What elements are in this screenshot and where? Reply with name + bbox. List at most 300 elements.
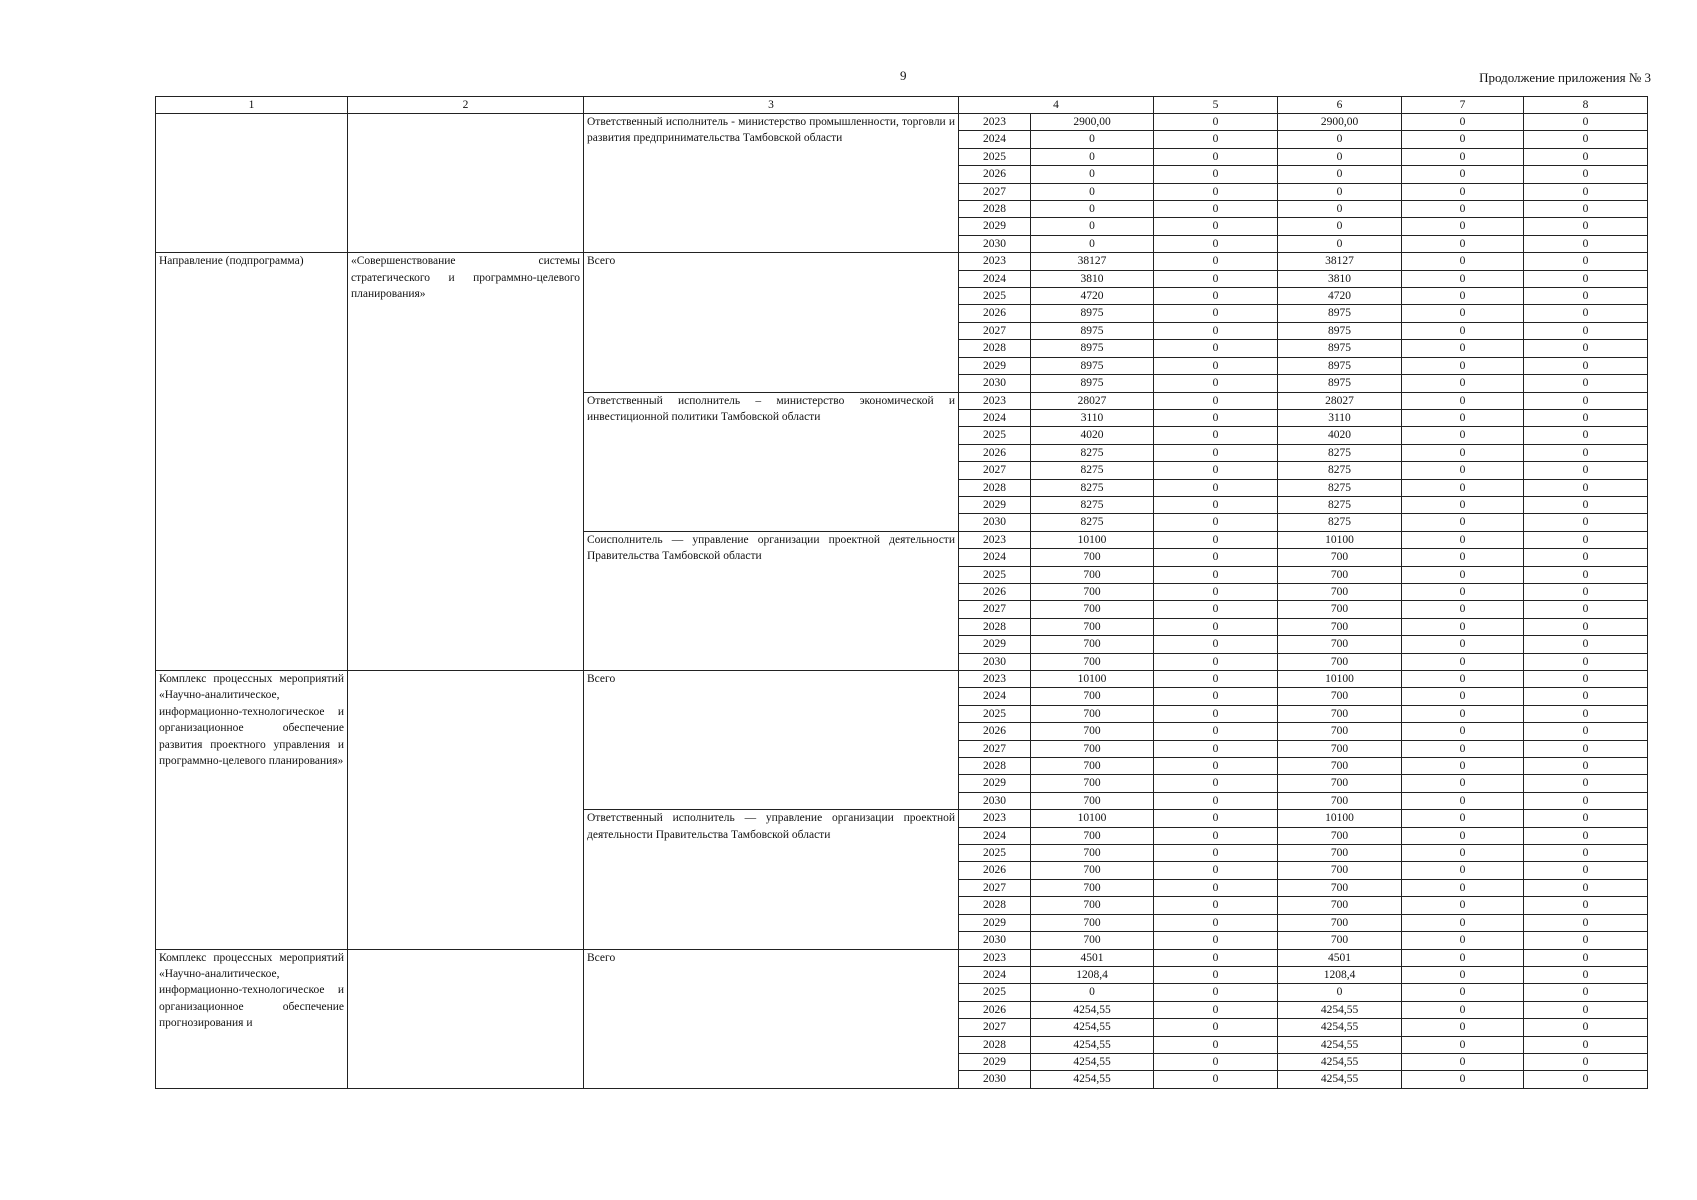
amount-cell: 8275: [1031, 479, 1154, 496]
amount-cell: 700: [1031, 583, 1154, 600]
year-cell: 2030: [959, 653, 1031, 670]
federal-cell: 0: [1154, 705, 1278, 722]
federal-cell: 0: [1154, 897, 1278, 914]
other-cell: 0: [1524, 166, 1648, 183]
other-cell: 0: [1524, 740, 1648, 757]
regional-cell: 700: [1278, 740, 1402, 757]
federal-cell: 0: [1154, 879, 1278, 896]
regional-cell: 700: [1278, 914, 1402, 931]
table-row: [156, 949, 1648, 966]
other-cell: 0: [1524, 984, 1648, 1001]
regional-cell: 700: [1278, 897, 1402, 914]
amount-cell: 700: [1031, 549, 1154, 566]
other-cell: 0: [1524, 653, 1648, 670]
other-cell: 0: [1524, 1036, 1648, 1053]
amount-cell: 4254,55: [1031, 1071, 1154, 1088]
element-name-cell: [348, 114, 584, 253]
local-cell: 0: [1402, 566, 1524, 583]
local-cell: 0: [1402, 671, 1524, 688]
regional-cell: 8275: [1278, 479, 1402, 496]
local-cell: 0: [1402, 653, 1524, 670]
year-cell: 2024: [959, 688, 1031, 705]
amount-cell: 8275: [1031, 462, 1154, 479]
year-cell: 2027: [959, 879, 1031, 896]
local-cell: 0: [1402, 1001, 1524, 1018]
local-cell: 0: [1402, 949, 1524, 966]
other-cell: 0: [1524, 427, 1648, 444]
local-cell: 0: [1402, 897, 1524, 914]
other-cell: 0: [1524, 1071, 1648, 1088]
federal-cell: 0: [1154, 949, 1278, 966]
other-cell: 0: [1524, 949, 1648, 966]
year-cell: 2029: [959, 636, 1031, 653]
federal-cell: 0: [1154, 218, 1278, 235]
year-cell: 2027: [959, 601, 1031, 618]
year-cell: 2029: [959, 1053, 1031, 1070]
executor-cell: Всего: [584, 949, 959, 1088]
year-cell: 2026: [959, 862, 1031, 879]
page-number: 9: [900, 68, 907, 83]
year-cell: 2027: [959, 183, 1031, 200]
regional-cell: 8275: [1278, 444, 1402, 461]
amount-cell: 8975: [1031, 375, 1154, 392]
year-cell: 2024: [959, 270, 1031, 287]
year-cell: 2026: [959, 723, 1031, 740]
other-cell: 0: [1524, 636, 1648, 653]
federal-cell: 0: [1154, 1001, 1278, 1018]
regional-cell: 8975: [1278, 375, 1402, 392]
federal-cell: 0: [1154, 496, 1278, 513]
amount-cell: 700: [1031, 862, 1154, 879]
local-cell: 0: [1402, 1053, 1524, 1070]
year-cell: 2027: [959, 1019, 1031, 1036]
regional-cell: 700: [1278, 723, 1402, 740]
regional-cell: 0: [1278, 148, 1402, 165]
other-cell: 0: [1524, 845, 1648, 862]
local-cell: 0: [1402, 1036, 1524, 1053]
other-cell: 0: [1524, 723, 1648, 740]
element-name-cell: [348, 949, 584, 1088]
year-cell: 2028: [959, 1036, 1031, 1053]
year-cell: 2024: [959, 409, 1031, 426]
year-cell: 2025: [959, 288, 1031, 305]
regional-cell: 700: [1278, 827, 1402, 844]
other-cell: 0: [1524, 583, 1648, 600]
other-cell: 0: [1524, 462, 1648, 479]
regional-cell: 700: [1278, 932, 1402, 949]
federal-cell: 0: [1154, 114, 1278, 131]
regional-cell: 700: [1278, 792, 1402, 809]
year-cell: 2029: [959, 914, 1031, 931]
regional-cell: 4254,55: [1278, 1001, 1402, 1018]
column-header: 5: [1154, 97, 1278, 114]
other-cell: 0: [1524, 444, 1648, 461]
amount-cell: 700: [1031, 740, 1154, 757]
executor-cell: Соисполнитель — управление организации проектной деятельности Правительства Тамбовской области: [584, 531, 959, 670]
amount-cell: 8275: [1031, 444, 1154, 461]
federal-cell: 0: [1154, 618, 1278, 635]
column-header: 3: [584, 97, 959, 114]
table-row: [156, 253, 1648, 270]
regional-cell: 4254,55: [1278, 1053, 1402, 1070]
year-cell: 2024: [959, 966, 1031, 983]
other-cell: 0: [1524, 914, 1648, 931]
regional-cell: 700: [1278, 758, 1402, 775]
budget-table: [155, 96, 1648, 1089]
federal-cell: 0: [1154, 740, 1278, 757]
executor-cell: Ответственный исполнитель - министерство промышленности, торговли и развития предпринимательства Тамбовской области: [584, 114, 959, 253]
federal-cell: 0: [1154, 810, 1278, 827]
federal-cell: 0: [1154, 653, 1278, 670]
other-cell: 0: [1524, 862, 1648, 879]
amount-cell: 2900,00: [1031, 114, 1154, 131]
regional-cell: 700: [1278, 705, 1402, 722]
federal-cell: 0: [1154, 1036, 1278, 1053]
federal-cell: 0: [1154, 201, 1278, 218]
local-cell: 0: [1402, 636, 1524, 653]
local-cell: 0: [1402, 705, 1524, 722]
year-cell: 2026: [959, 1001, 1031, 1018]
year-cell: 2023: [959, 810, 1031, 827]
year-cell: 2028: [959, 618, 1031, 635]
amount-cell: 700: [1031, 723, 1154, 740]
other-cell: 0: [1524, 392, 1648, 409]
regional-cell: 0: [1278, 201, 1402, 218]
local-cell: 0: [1402, 148, 1524, 165]
amount-cell: 0: [1031, 984, 1154, 1001]
other-cell: 0: [1524, 688, 1648, 705]
local-cell: 0: [1402, 357, 1524, 374]
local-cell: 0: [1402, 270, 1524, 287]
column-header: 6: [1278, 97, 1402, 114]
other-cell: 0: [1524, 758, 1648, 775]
local-cell: 0: [1402, 531, 1524, 548]
federal-cell: 0: [1154, 531, 1278, 548]
local-cell: 0: [1402, 618, 1524, 635]
federal-cell: 0: [1154, 305, 1278, 322]
other-cell: 0: [1524, 201, 1648, 218]
amount-cell: 0: [1031, 131, 1154, 148]
other-cell: 0: [1524, 932, 1648, 949]
year-cell: 2026: [959, 583, 1031, 600]
federal-cell: 0: [1154, 549, 1278, 566]
year-cell: 2030: [959, 1071, 1031, 1088]
regional-cell: 28027: [1278, 392, 1402, 409]
federal-cell: 0: [1154, 427, 1278, 444]
other-cell: 0: [1524, 1001, 1648, 1018]
local-cell: 0: [1402, 914, 1524, 931]
year-cell: 2023: [959, 949, 1031, 966]
regional-cell: 700: [1278, 583, 1402, 600]
executor-cell: Всего: [584, 253, 959, 392]
federal-cell: 0: [1154, 514, 1278, 531]
year-cell: 2023: [959, 531, 1031, 548]
local-cell: 0: [1402, 932, 1524, 949]
local-cell: 0: [1402, 758, 1524, 775]
federal-cell: 0: [1154, 183, 1278, 200]
regional-cell: 8975: [1278, 322, 1402, 339]
amount-cell: 4254,55: [1031, 1001, 1154, 1018]
appendix-continuation-label: Продолжение приложения № 3: [1479, 70, 1651, 85]
regional-cell: 4254,55: [1278, 1019, 1402, 1036]
local-cell: 0: [1402, 966, 1524, 983]
year-cell: 2028: [959, 479, 1031, 496]
other-cell: 0: [1524, 479, 1648, 496]
other-cell: 0: [1524, 253, 1648, 270]
year-cell: 2023: [959, 392, 1031, 409]
federal-cell: 0: [1154, 375, 1278, 392]
other-cell: 0: [1524, 1053, 1648, 1070]
column-header: 2: [348, 97, 584, 114]
local-cell: 0: [1402, 583, 1524, 600]
other-cell: 0: [1524, 131, 1648, 148]
regional-cell: 8275: [1278, 514, 1402, 531]
other-cell: 0: [1524, 792, 1648, 809]
column-header: 7: [1402, 97, 1524, 114]
amount-cell: 700: [1031, 758, 1154, 775]
amount-cell: 3110: [1031, 409, 1154, 426]
federal-cell: 0: [1154, 235, 1278, 252]
other-cell: 0: [1524, 288, 1648, 305]
federal-cell: 0: [1154, 479, 1278, 496]
local-cell: 0: [1402, 827, 1524, 844]
table-row: [156, 114, 1648, 131]
federal-cell: 0: [1154, 1071, 1278, 1088]
federal-cell: 0: [1154, 462, 1278, 479]
local-cell: 0: [1402, 444, 1524, 461]
regional-cell: 0: [1278, 235, 1402, 252]
federal-cell: 0: [1154, 671, 1278, 688]
amount-cell: 0: [1031, 166, 1154, 183]
amount-cell: 0: [1031, 183, 1154, 200]
amount-cell: 700: [1031, 792, 1154, 809]
amount-cell: 700: [1031, 914, 1154, 931]
local-cell: 0: [1402, 514, 1524, 531]
amount-cell: 4254,55: [1031, 1019, 1154, 1036]
federal-cell: 0: [1154, 914, 1278, 931]
column-header: 4: [959, 97, 1154, 114]
federal-cell: 0: [1154, 688, 1278, 705]
amount-cell: 700: [1031, 636, 1154, 653]
local-cell: 0: [1402, 879, 1524, 896]
other-cell: 0: [1524, 322, 1648, 339]
column-header: 8: [1524, 97, 1648, 114]
regional-cell: 10100: [1278, 671, 1402, 688]
amount-cell: 700: [1031, 566, 1154, 583]
regional-cell: 4720: [1278, 288, 1402, 305]
amount-cell: 4254,55: [1031, 1036, 1154, 1053]
amount-cell: 700: [1031, 845, 1154, 862]
other-cell: 0: [1524, 114, 1648, 131]
year-cell: 2023: [959, 114, 1031, 131]
regional-cell: 0: [1278, 131, 1402, 148]
regional-cell: 700: [1278, 862, 1402, 879]
program-element-cell: Направление (подпрограмма): [156, 253, 348, 671]
regional-cell: 700: [1278, 688, 1402, 705]
local-cell: 0: [1402, 427, 1524, 444]
local-cell: 0: [1402, 1019, 1524, 1036]
regional-cell: 700: [1278, 636, 1402, 653]
amount-cell: 8975: [1031, 357, 1154, 374]
federal-cell: 0: [1154, 984, 1278, 1001]
year-cell: 2028: [959, 340, 1031, 357]
local-cell: 0: [1402, 183, 1524, 200]
local-cell: 0: [1402, 218, 1524, 235]
year-cell: 2026: [959, 166, 1031, 183]
amount-cell: 10100: [1031, 810, 1154, 827]
year-cell: 2028: [959, 897, 1031, 914]
local-cell: 0: [1402, 322, 1524, 339]
regional-cell: 700: [1278, 601, 1402, 618]
executor-cell: Ответственный исполнитель — управление организации проектной деятельности Правительства Тамбовской области: [584, 810, 959, 949]
other-cell: 0: [1524, 705, 1648, 722]
federal-cell: 0: [1154, 723, 1278, 740]
regional-cell: 700: [1278, 566, 1402, 583]
other-cell: 0: [1524, 235, 1648, 252]
local-cell: 0: [1402, 305, 1524, 322]
local-cell: 0: [1402, 775, 1524, 792]
federal-cell: 0: [1154, 270, 1278, 287]
federal-cell: 0: [1154, 357, 1278, 374]
other-cell: 0: [1524, 496, 1648, 513]
local-cell: 0: [1402, 740, 1524, 757]
amount-cell: 4501: [1031, 949, 1154, 966]
federal-cell: 0: [1154, 322, 1278, 339]
amount-cell: 0: [1031, 218, 1154, 235]
amount-cell: 1208,4: [1031, 966, 1154, 983]
federal-cell: 0: [1154, 827, 1278, 844]
other-cell: 0: [1524, 879, 1648, 896]
regional-cell: 4254,55: [1278, 1036, 1402, 1053]
federal-cell: 0: [1154, 166, 1278, 183]
federal-cell: 0: [1154, 862, 1278, 879]
year-cell: 2025: [959, 427, 1031, 444]
other-cell: 0: [1524, 897, 1648, 914]
federal-cell: 0: [1154, 966, 1278, 983]
amount-cell: 3810: [1031, 270, 1154, 287]
federal-cell: 0: [1154, 583, 1278, 600]
other-cell: 0: [1524, 183, 1648, 200]
federal-cell: 0: [1154, 932, 1278, 949]
local-cell: 0: [1402, 114, 1524, 131]
amount-cell: 700: [1031, 705, 1154, 722]
other-cell: 0: [1524, 375, 1648, 392]
local-cell: 0: [1402, 235, 1524, 252]
year-cell: 2024: [959, 549, 1031, 566]
amount-cell: 10100: [1031, 671, 1154, 688]
amount-cell: 8975: [1031, 322, 1154, 339]
other-cell: 0: [1524, 566, 1648, 583]
amount-cell: 8975: [1031, 340, 1154, 357]
local-cell: 0: [1402, 201, 1524, 218]
local-cell: 0: [1402, 479, 1524, 496]
year-cell: 2027: [959, 462, 1031, 479]
column-header: 1: [156, 97, 348, 114]
regional-cell: 8275: [1278, 496, 1402, 513]
federal-cell: 0: [1154, 601, 1278, 618]
other-cell: 0: [1524, 618, 1648, 635]
year-cell: 2025: [959, 148, 1031, 165]
regional-cell: 38127: [1278, 253, 1402, 270]
other-cell: 0: [1524, 1019, 1648, 1036]
year-cell: 2026: [959, 305, 1031, 322]
amount-cell: 700: [1031, 653, 1154, 670]
local-cell: 0: [1402, 131, 1524, 148]
element-name-cell: [348, 671, 584, 950]
year-cell: 2027: [959, 322, 1031, 339]
amount-cell: 4720: [1031, 288, 1154, 305]
program-element-cell: [156, 114, 348, 253]
amount-cell: 700: [1031, 618, 1154, 635]
year-cell: 2029: [959, 357, 1031, 374]
year-cell: 2028: [959, 758, 1031, 775]
local-cell: 0: [1402, 496, 1524, 513]
amount-cell: 700: [1031, 827, 1154, 844]
other-cell: 0: [1524, 340, 1648, 357]
local-cell: 0: [1402, 723, 1524, 740]
executor-cell: Ответственный исполнитель – министерство экономической и инвестиционной политики Тамбовской области: [584, 392, 959, 531]
local-cell: 0: [1402, 253, 1524, 270]
federal-cell: 0: [1154, 1053, 1278, 1070]
amount-cell: 4254,55: [1031, 1053, 1154, 1070]
regional-cell: 8975: [1278, 357, 1402, 374]
regional-cell: 700: [1278, 879, 1402, 896]
other-cell: 0: [1524, 827, 1648, 844]
local-cell: 0: [1402, 1071, 1524, 1088]
local-cell: 0: [1402, 288, 1524, 305]
year-cell: 2027: [959, 740, 1031, 757]
amount-cell: 8975: [1031, 305, 1154, 322]
other-cell: 0: [1524, 531, 1648, 548]
federal-cell: 0: [1154, 253, 1278, 270]
federal-cell: 0: [1154, 1019, 1278, 1036]
year-cell: 2028: [959, 201, 1031, 218]
federal-cell: 0: [1154, 148, 1278, 165]
regional-cell: 8975: [1278, 340, 1402, 357]
local-cell: 0: [1402, 549, 1524, 566]
amount-cell: 8275: [1031, 514, 1154, 531]
year-cell: 2023: [959, 253, 1031, 270]
year-cell: 2030: [959, 514, 1031, 531]
regional-cell: 0: [1278, 183, 1402, 200]
year-cell: 2030: [959, 375, 1031, 392]
regional-cell: 3110: [1278, 409, 1402, 426]
year-cell: 2029: [959, 775, 1031, 792]
regional-cell: 0: [1278, 218, 1402, 235]
executor-cell: Всего: [584, 671, 959, 810]
other-cell: 0: [1524, 148, 1648, 165]
year-cell: 2030: [959, 792, 1031, 809]
regional-cell: 700: [1278, 549, 1402, 566]
federal-cell: 0: [1154, 340, 1278, 357]
local-cell: 0: [1402, 688, 1524, 705]
other-cell: 0: [1524, 810, 1648, 827]
other-cell: 0: [1524, 775, 1648, 792]
federal-cell: 0: [1154, 775, 1278, 792]
federal-cell: 0: [1154, 392, 1278, 409]
federal-cell: 0: [1154, 444, 1278, 461]
regional-cell: 700: [1278, 653, 1402, 670]
regional-cell: 4020: [1278, 427, 1402, 444]
other-cell: 0: [1524, 357, 1648, 374]
amount-cell: 38127: [1031, 253, 1154, 270]
federal-cell: 0: [1154, 792, 1278, 809]
regional-cell: 3810: [1278, 270, 1402, 287]
other-cell: 0: [1524, 270, 1648, 287]
year-cell: 2030: [959, 932, 1031, 949]
amount-cell: 700: [1031, 932, 1154, 949]
regional-cell: 700: [1278, 618, 1402, 635]
